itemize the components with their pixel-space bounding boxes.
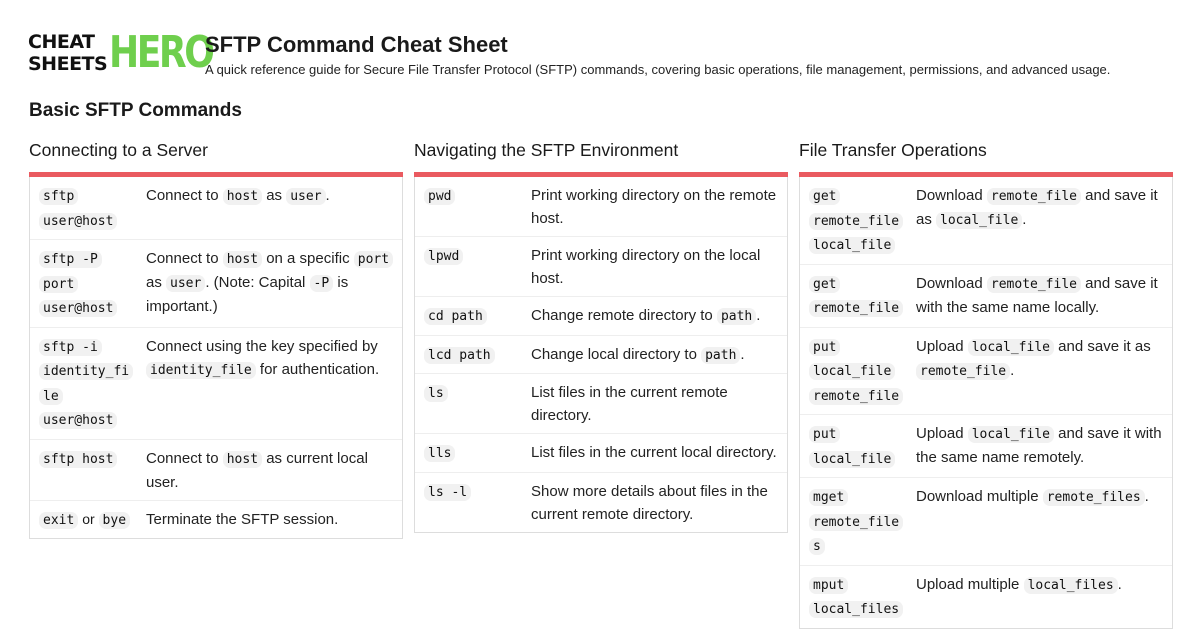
text-part: for authentication.	[255, 360, 380, 378]
text-part: .	[1144, 488, 1149, 505]
command-cell	[424, 381, 531, 427]
inline-code: exit	[39, 512, 78, 529]
table-row	[800, 566, 1172, 628]
description-cell	[531, 244, 779, 290]
table-row	[415, 297, 787, 336]
table-row	[800, 478, 1172, 566]
inline-code: lls	[424, 445, 455, 462]
inline-code: get remote_file	[809, 276, 903, 318]
inline-code: pwd	[424, 188, 455, 205]
table-row	[800, 177, 1172, 265]
inline-code: local_file	[936, 212, 1022, 229]
inline-code: remote_file	[987, 188, 1081, 205]
column-file-transfer	[799, 140, 1173, 629]
inline-code: host	[223, 251, 262, 268]
command-cell	[424, 244, 531, 290]
table-row	[415, 434, 787, 473]
description-cell	[916, 573, 1164, 622]
inline-code: remote_file	[916, 363, 1010, 380]
description-cell	[916, 422, 1164, 471]
table-row	[415, 237, 787, 297]
description-cell	[146, 184, 394, 233]
text-part: Download	[916, 274, 987, 292]
inline-code: remote_files	[1043, 489, 1145, 506]
inline-code: local_file	[968, 339, 1054, 356]
inline-code: user	[286, 188, 325, 205]
inline-code: sftp -P port user@host	[39, 251, 117, 317]
inline-code: host	[223, 451, 262, 468]
logo-line1: CHEAT	[28, 31, 95, 53]
text-part: Print working directory on the local host.	[531, 247, 761, 287]
inline-code: lcd path	[424, 347, 495, 364]
description-cell	[916, 272, 1164, 321]
inline-code: ls	[424, 385, 448, 402]
text-part: List files in the current local directory.	[531, 444, 777, 461]
text-part: .	[1117, 575, 1122, 593]
text-part: . (Note: Capital	[205, 274, 310, 291]
text-part: Upload	[916, 425, 968, 442]
table-row	[800, 328, 1172, 416]
text-part: Terminate the SFTP session.	[146, 510, 339, 528]
command-cell	[39, 508, 146, 533]
command-cell	[809, 422, 916, 471]
inline-code: bye	[99, 512, 130, 529]
table-row	[30, 440, 402, 501]
column-connecting	[29, 140, 403, 539]
table-row	[800, 415, 1172, 478]
text-part: as current local user.	[146, 449, 368, 491]
text-part: as	[146, 274, 167, 291]
table-row	[30, 240, 402, 328]
text-part: List files in the current remote directory.	[531, 384, 728, 424]
command-cell	[424, 304, 531, 329]
text-part: .	[1022, 211, 1027, 228]
table-row	[800, 265, 1172, 328]
inline-code: mput local_files	[809, 577, 903, 619]
text-part: on a specific	[262, 250, 354, 267]
column-title: File Transfer Operations	[799, 140, 987, 160]
page-subtitle: A quick reference guide for Secure File Transfer Protocol (SFTP) commands, covering basic operations, file management, permissions, and advanced usage.	[205, 62, 1111, 77]
description-cell	[916, 184, 1164, 258]
inline-code: local_file	[968, 426, 1054, 443]
inline-code: mget remote_files	[809, 489, 903, 555]
command-cell	[39, 447, 146, 494]
logo-words	[28, 31, 107, 75]
inline-code: remote_file	[987, 276, 1081, 293]
text-part: and save it with the same name locally.	[916, 274, 1158, 316]
inline-code: lpwd	[424, 248, 463, 265]
text-part: or	[78, 510, 99, 527]
description-cell	[531, 480, 779, 526]
table-row	[415, 374, 787, 434]
text-part: Connect to	[146, 449, 223, 467]
table-row	[30, 501, 402, 539]
command-cell	[39, 335, 146, 433]
table-row	[415, 177, 787, 237]
column-navigating	[414, 140, 788, 533]
page-title: SFTP Command Cheat Sheet	[205, 32, 508, 57]
text-part: Upload multiple	[916, 575, 1024, 593]
text-part: Connect to	[146, 250, 223, 267]
text-part: Upload	[916, 337, 968, 355]
text-part: .	[756, 307, 761, 324]
description-cell	[531, 343, 779, 368]
text-part: Show more details about files in the current remote directory.	[531, 482, 768, 523]
command-cell	[424, 343, 531, 368]
description-cell	[916, 485, 1164, 559]
description-cell	[531, 184, 779, 230]
command-cell	[809, 272, 916, 321]
description-cell	[146, 447, 394, 494]
text-part: Change local directory to	[531, 345, 702, 363]
table-row	[415, 473, 787, 532]
command-table	[29, 177, 403, 539]
text-part: Change remote directory to	[531, 307, 717, 324]
text-part: Print working directory on the remote host.	[531, 187, 777, 227]
description-cell	[146, 508, 394, 533]
text-part: Download multiple	[916, 488, 1043, 505]
command-table	[414, 177, 788, 533]
inline-code: identity_file	[146, 362, 256, 379]
inline-code: local_files	[1024, 577, 1118, 594]
command-cell	[809, 335, 916, 409]
column-title: Navigating the SFTP Environment	[414, 140, 679, 160]
logo-hero: HERO	[109, 27, 213, 78]
command-cell	[424, 480, 531, 526]
text-part: and save it with the same name remotely.	[916, 425, 1162, 466]
description-cell	[146, 335, 394, 433]
command-cell	[39, 247, 146, 321]
text-part: as	[262, 187, 287, 204]
logo-line2: SHEETS	[28, 53, 108, 75]
description-cell	[916, 335, 1164, 409]
command-cell	[809, 573, 916, 622]
text-part: .	[740, 345, 745, 363]
inline-code: put local_file	[809, 426, 895, 468]
text-part: is important.)	[146, 274, 349, 315]
inline-code: cd path	[424, 308, 487, 325]
text-part: .	[1010, 361, 1015, 379]
description-cell	[531, 304, 779, 329]
column-title: Connecting to a Server	[29, 140, 208, 160]
inline-code: ls -l	[424, 484, 471, 501]
description-cell	[531, 441, 779, 466]
command-cell	[424, 441, 531, 466]
inline-code: sftp -i identity_file user@host	[39, 339, 133, 430]
inline-code: path	[701, 347, 740, 364]
description-cell	[146, 247, 394, 321]
description-cell	[531, 381, 779, 427]
text-part: .	[325, 187, 330, 204]
table-row	[30, 177, 402, 240]
inline-code: user	[166, 275, 205, 292]
table-row	[415, 336, 787, 375]
text-part: Download	[916, 187, 987, 204]
inline-code: port	[354, 251, 393, 268]
table-row	[30, 328, 402, 440]
inline-code: host	[223, 188, 262, 205]
text-part: and save it as	[1053, 337, 1151, 355]
command-cell	[39, 184, 146, 233]
command-table	[799, 177, 1173, 629]
inline-code: sftp user@host	[39, 188, 117, 230]
text-part: and save it as	[916, 187, 1158, 228]
text-part: Connect using the key specified by	[146, 337, 378, 355]
command-cell	[809, 485, 916, 559]
command-cell	[424, 184, 531, 230]
inline-code: get remote_file local_file	[809, 188, 903, 254]
inline-code: -P	[310, 275, 334, 292]
inline-code: put local_file remote_file	[809, 339, 903, 405]
command-cell	[809, 184, 916, 258]
inline-code: sftp host	[39, 451, 117, 468]
inline-code: path	[717, 308, 756, 325]
text-part: Connect to	[146, 187, 223, 204]
section-title: Basic SFTP Commands	[29, 100, 242, 121]
